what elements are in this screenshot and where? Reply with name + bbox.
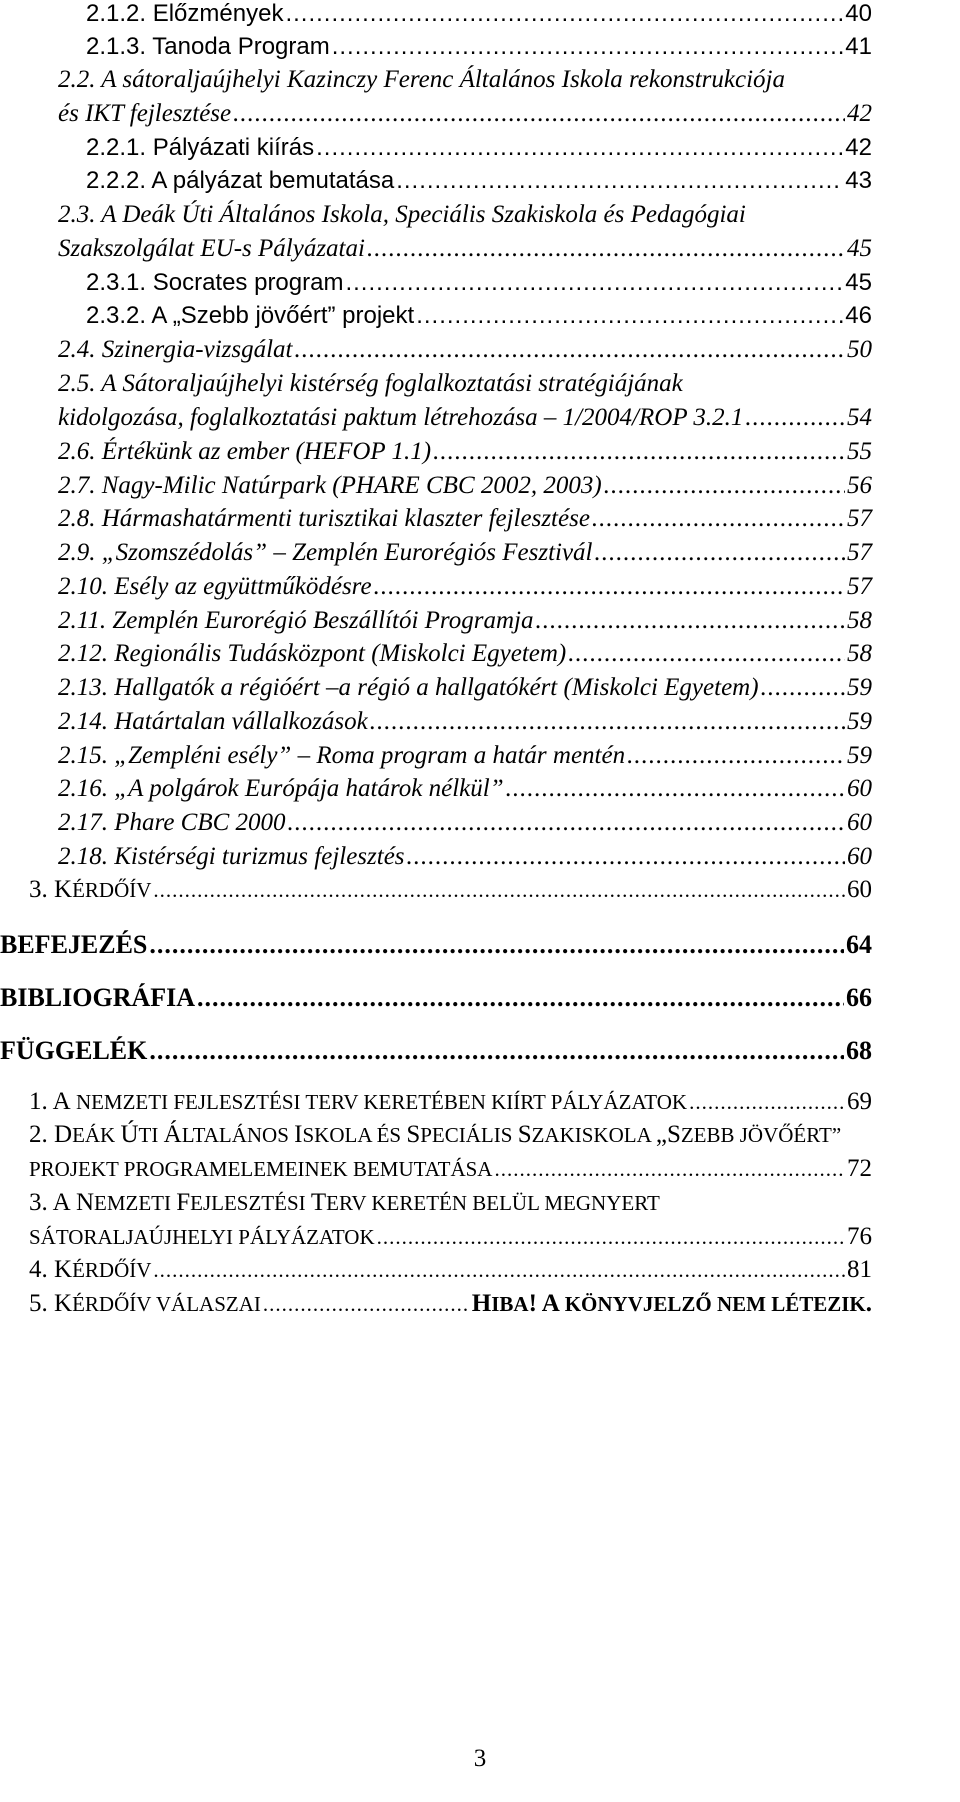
toc-dot-leader — [197, 983, 844, 1013]
toc-page-number: 68 — [846, 1036, 872, 1065]
toc-word-initial: S — [517, 1121, 532, 1148]
error-initial: ! A — [528, 1290, 565, 1317]
toc-dot-leader — [494, 1157, 845, 1182]
toc-dot-leader — [689, 1090, 845, 1115]
toc-entry-rest: ÉRDŐÍV — [72, 878, 152, 902]
toc-dot-leader — [604, 472, 845, 500]
toc-entry[interactable] — [0, 930, 872, 960]
toc-entry-label: 2.18. Kistérségi turizmus fejlesztés — [58, 843, 405, 870]
toc-entry[interactable] — [58, 843, 872, 871]
toc-page-number: 45 — [845, 269, 872, 296]
toc-word-rest: LTALÁNOS — [181, 1123, 295, 1147]
toc-entry-initial: K — [54, 876, 73, 903]
toc-word-initial: F — [176, 1189, 191, 1216]
toc-dot-leader — [745, 404, 845, 432]
toc-dot-leader — [288, 809, 845, 837]
toc-entry[interactable] — [58, 404, 872, 432]
toc-entry[interactable] — [58, 100, 872, 128]
toc-dot-leader — [332, 33, 844, 61]
toc-page-number: 60 — [847, 876, 872, 903]
toc-dot-leader — [433, 438, 845, 466]
toc-entry-label: BIBLIOGRÁFIA — [0, 983, 196, 1012]
toc-word-initial: Á — [163, 1121, 182, 1148]
toc-page-number: 42 — [845, 134, 872, 161]
toc-page-number: 40 — [845, 0, 872, 27]
toc-entry-label — [29, 1256, 151, 1284]
toc-dot-leader — [153, 878, 845, 903]
toc-entry[interactable] — [58, 640, 872, 668]
toc-dot-leader — [377, 1225, 845, 1250]
toc-page-number: 69 — [847, 1088, 872, 1115]
toc-entry[interactable] — [58, 809, 872, 837]
toc-entry-number: 4. — [29, 1256, 54, 1283]
toc-page-number: 59 — [847, 742, 872, 769]
toc-entry[interactable] — [0, 983, 872, 1013]
toc-entry-label: 2.2.1. Pályázati kiírás — [86, 134, 315, 161]
toc-entry-number: 1. — [29, 1088, 53, 1115]
toc-dot-leader — [316, 134, 843, 162]
toc-entry-label: 2.3.2. A „Szebb jövőért” projekt — [86, 302, 415, 329]
toc-dot-leader — [506, 775, 845, 803]
toc-entry-number: 3. — [29, 1189, 53, 1216]
toc-entry-label-line1[interactable]: 2.5. A Sátoraljaújhelyi kistérség foglalkoztatási stratégiájának — [58, 370, 683, 397]
toc-word-initial: S — [406, 1121, 421, 1148]
toc-entry-label: 2.16. „A polgárok Európája határok nélkül” — [58, 775, 504, 802]
toc-entry[interactable] — [58, 472, 872, 500]
toc-entry[interactable] — [29, 876, 872, 904]
toc-page-number: 46 — [845, 302, 872, 329]
toc-entry-label: FÜGGELÉK — [0, 1036, 148, 1065]
toc-word-initial: N — [75, 1189, 94, 1216]
toc-dot-leader — [761, 674, 845, 702]
toc-entry[interactable] — [86, 269, 872, 297]
toc-entry-label: 2.10. Esély az együttműködésre — [58, 573, 372, 600]
toc-entry-rest: ÉRDŐÍV — [72, 1258, 152, 1282]
toc-entry-label: 2.9. „Szomszédolás” – Zemplén Eurorégiós Fesztivál — [58, 539, 593, 566]
toc-dot-leader — [370, 708, 845, 736]
toc-dot-leader — [407, 843, 845, 871]
toc-word-initial: A — [52, 1189, 71, 1216]
toc-dot-leader — [233, 100, 845, 128]
toc-page-number: 42 — [847, 100, 872, 127]
toc-entry-initial: K — [54, 1256, 73, 1283]
toc-entry-number: 5. — [29, 1290, 54, 1317]
toc-entry[interactable] — [29, 1088, 872, 1116]
toc-entry-label: 2.2.2. A pályázat bemutatása — [86, 167, 395, 194]
toc-entry[interactable] — [86, 134, 872, 162]
toc-entry-number: 2. — [29, 1121, 54, 1148]
toc-page-number: 57 — [847, 539, 872, 566]
toc-page-number: 81 — [847, 1256, 872, 1283]
toc-entry-label: BEFEJEZÉS — [0, 930, 148, 959]
toc-entry-label: Szakszolgálat EU-s Pályázatai — [58, 235, 365, 262]
toc-dot-leader — [345, 269, 843, 297]
toc-page-number: 57 — [847, 573, 872, 600]
toc-page-number: 64 — [846, 930, 872, 959]
toc-entry-label: 2.8. Hármashatármenti turisztikai klaszter fejlesztése — [58, 505, 590, 532]
toc-word-rest: TI — [138, 1123, 164, 1147]
toc-entry[interactable] — [86, 302, 872, 330]
toc-page-number: 45 — [847, 235, 872, 262]
toc-entry[interactable] — [29, 1155, 872, 1183]
toc-entry-label: 2.4. Szinergia-vizsgálat — [58, 336, 293, 363]
toc-bookmark-error — [472, 1290, 872, 1318]
toc-entry-label: 2.3.1. Socrates program — [86, 269, 344, 296]
error-rest: IBA — [491, 1292, 529, 1316]
toc-dot-leader — [535, 607, 845, 635]
toc-dot-leader — [396, 167, 843, 195]
toc-entry-label: 2.15. „Zempléni esély” – Roma program a határ mentén — [58, 742, 626, 769]
toc-page-number: 60 — [847, 809, 872, 836]
toc-word-rest: PECIÁLIS — [420, 1123, 518, 1147]
toc-page-number: 58 — [847, 640, 872, 667]
toc-entry[interactable] — [58, 607, 872, 635]
toc-entry-label-line1[interactable] — [29, 1189, 660, 1217]
toc-entry[interactable] — [58, 674, 872, 702]
toc-entry-label: 2.14. Határtalan vállalkozások — [58, 708, 368, 735]
toc-entry[interactable] — [58, 708, 872, 736]
toc-word-initial: D — [54, 1121, 73, 1148]
toc-page-number: 59 — [847, 708, 872, 735]
toc-entry-label: és IKT fejlesztése — [58, 100, 232, 127]
toc-page-number: 59 — [847, 674, 872, 701]
toc-dot-leader — [627, 742, 845, 770]
toc-dot-leader — [374, 573, 845, 601]
toc-entry-initial: K — [54, 1290, 73, 1317]
toc-entry-label: 2.1.2. Előzmények — [86, 0, 284, 27]
toc-entry[interactable] — [58, 336, 872, 364]
toc-entry-label: 2.17. Phare CBC 2000 — [58, 809, 286, 836]
toc-dot-leader — [595, 539, 846, 567]
toc-page-number: 72 — [847, 1155, 872, 1182]
toc-entry[interactable] — [58, 742, 872, 770]
error-initial: . — [865, 1290, 872, 1317]
toc-word-rest: ZEBB JÖVŐÉRT” — [680, 1123, 842, 1147]
toc-entry[interactable] — [58, 235, 872, 263]
toc-entry[interactable] — [29, 1223, 872, 1251]
toc-word-initial: Ú — [120, 1121, 139, 1148]
toc-dot-leader — [149, 930, 844, 960]
error-rest: KÖNYVJELZŐ NEM LÉTEZIK — [564, 1292, 866, 1316]
toc-entry[interactable] — [58, 539, 872, 567]
toc-entry[interactable] — [0, 1036, 872, 1066]
toc-page-number: 58 — [847, 607, 872, 634]
toc-word-rest: EJLESZTÉSI — [190, 1191, 311, 1215]
toc-page-number: 55 — [847, 438, 872, 465]
toc-word-initial: „S — [655, 1121, 681, 1148]
toc-entry-rest: NEMZETI FEJLESZTÉSI TERV KERETÉBEN KIÍRT PÁLYÁZATOK — [70, 1090, 688, 1114]
toc-page-number: 41 — [845, 33, 872, 60]
toc-entry-label-line1[interactable] — [29, 1121, 841, 1149]
toc-dot-leader — [367, 235, 845, 263]
toc-entry[interactable] — [58, 775, 872, 803]
toc-word-rest: ZAKISKOLA — [531, 1123, 656, 1147]
page-number-footer: 3 — [473, 1745, 487, 1772]
toc-dot-leader — [416, 302, 843, 330]
toc-page-number: 50 — [847, 336, 872, 363]
toc-entry-label: 2.7. Nagy-Milic Natúrpark (PHARE CBC 2002, 2003) — [58, 472, 602, 499]
toc-entry[interactable] — [86, 33, 872, 61]
toc-entry-label: 2.12. Regionális Tudásközpont (Miskolci Egyetem) — [58, 640, 567, 667]
toc-word-initial: T — [310, 1189, 327, 1216]
toc-entry-label: 2.1.3. Tanoda Program — [86, 33, 330, 60]
toc-entry-initial: A — [52, 1088, 71, 1115]
toc-page-number: 56 — [847, 472, 872, 499]
toc-entry-label — [29, 876, 151, 904]
toc-entry-label-line1[interactable]: 2.2. A sátoraljaújhelyi Kazinczy Ferenc Általános Iskola rekonstrukciója — [58, 66, 785, 93]
toc-entry[interactable] — [29, 1256, 872, 1284]
error-initial: H — [471, 1290, 492, 1317]
toc-entry[interactable] — [58, 505, 872, 533]
toc-entry-label: PROJEKT PROGRAMELEMEINEK BEMUTATÁSA — [29, 1157, 493, 1181]
toc-entry-label: 2.11. Zemplén Eurorégió Beszállítói Programja — [58, 607, 534, 634]
toc-dot-leader — [153, 1258, 845, 1283]
toc-entry[interactable] — [58, 438, 872, 466]
toc-page-number: 76 — [847, 1223, 872, 1250]
toc-word-rest: ERV KERETÉN BELÜL MEGNYERT — [326, 1191, 660, 1215]
toc-dot-leader — [592, 505, 845, 533]
toc-entry-label: 2.6. Értékünk az ember (HEFOP 1.1) — [58, 438, 432, 465]
toc-entry-label: 2.13. Hallgatók a régióért –a régió a hallgatókért (Miskolci Egyetem) — [58, 674, 759, 701]
toc-entry-rest: ÉRDŐÍV VÁLASZAI — [72, 1292, 261, 1316]
toc-entry-label — [29, 1290, 261, 1318]
toc-entry[interactable] — [86, 0, 872, 28]
toc-dot-leader — [568, 640, 845, 668]
toc-dot-leader — [295, 336, 846, 364]
toc-dot-leader — [263, 1292, 470, 1317]
toc-entry-label — [29, 1088, 687, 1116]
toc-word-rest: SKOLA ÉS — [302, 1123, 407, 1147]
toc-word-initial: I — [294, 1121, 303, 1148]
toc-page-number: 66 — [846, 983, 872, 1012]
toc-word-rest: EMZETI — [94, 1191, 177, 1215]
toc-entry-label: kidolgozása, foglalkoztatási paktum létrehozása – 1/2004/ROP 3.2.1 — [58, 404, 744, 431]
toc-page-number: 43 — [845, 167, 872, 194]
toc-entry-label: SÁTORALJAÚJHELYI PÁLYÁZATOK — [29, 1225, 375, 1249]
toc-page-number: 57 — [847, 505, 872, 532]
toc-page-number: 60 — [847, 843, 872, 870]
toc-page-number: 60 — [847, 775, 872, 802]
toc-entry[interactable] — [58, 573, 872, 601]
toc-dot-leader — [149, 1036, 844, 1066]
toc-entry-label-line1[interactable]: 2.3. A Deák Úti Általános Iskola, Speciális Szakiskola és Pedagógiai — [58, 201, 746, 228]
toc-dot-leader — [285, 0, 843, 28]
toc-page-number: 54 — [847, 404, 872, 431]
toc-entry[interactable] — [29, 1290, 872, 1318]
toc-entry[interactable] — [86, 167, 872, 195]
toc-entry-number: 3. — [29, 876, 54, 903]
toc-word-rest: EÁK — [72, 1123, 121, 1147]
